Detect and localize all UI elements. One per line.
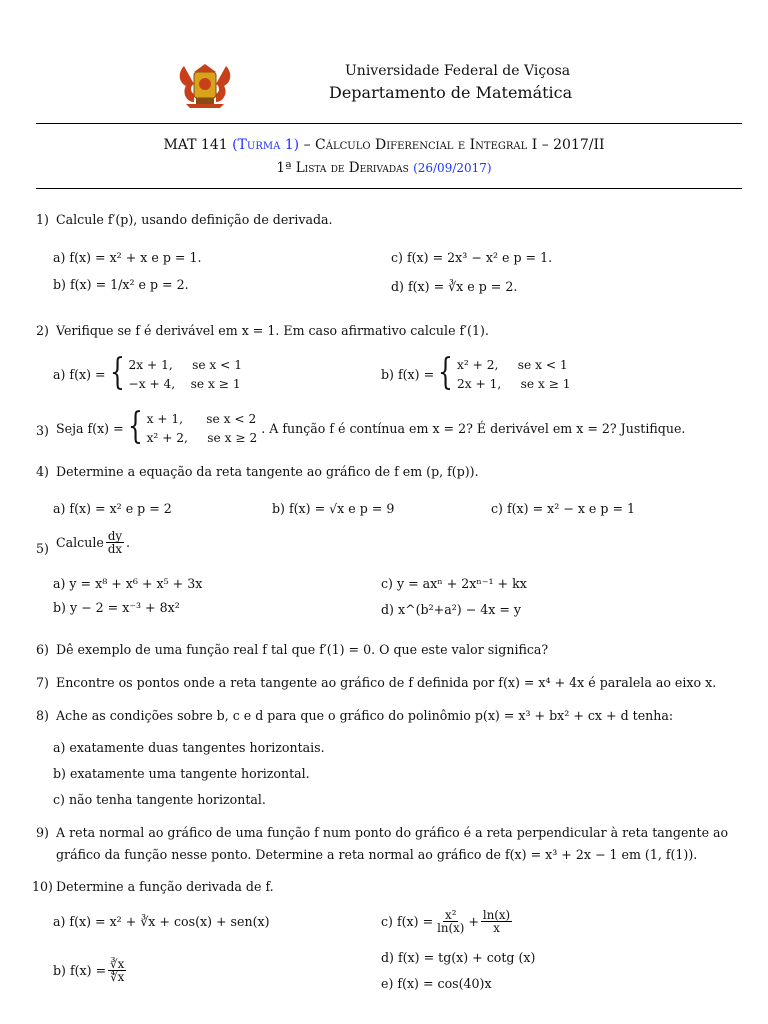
frac-numerator: ∛x — [110, 957, 125, 971]
q8-item-a: a) exatamente duas tangentes horizontais. — [53, 740, 325, 755]
q10-item-a: a) f(x) = x² + ∛x + cos(x) + sen(x) — [53, 914, 270, 929]
q3-case2: x² + 2, se x ≥ 2 — [146, 430, 258, 445]
q10-item-b — [53, 958, 128, 984]
q3-statement — [56, 405, 686, 448]
q3-tail: . A função f é contínua em x = 2? É derivável em x = 2? Justifique. — [261, 421, 686, 437]
q7-statement: Encontre os pontos onde a reta tangente ao gráfico de f definida por f(x) = x⁴ + 4x é paralela ao eixo x. — [56, 675, 717, 690]
q10-number: 10) — [32, 879, 53, 894]
q9-line1: A reta normal ao gráfico de uma função f num ponto do gráfico é a reta perpendicular à reta tangente ao — [56, 825, 729, 840]
q10-c-label: c) f(x) = — [381, 914, 434, 929]
frac-denominator: dx — [107, 542, 123, 557]
university-name: Universidade Federal de Viçosa — [345, 63, 571, 79]
university-logo-icon — [176, 58, 234, 110]
q10-c-fraction-2 — [481, 909, 512, 935]
q3-number: 3) — [36, 423, 49, 438]
q2-a-cases — [128, 356, 242, 394]
q10-b-label: b) f(x) = — [53, 963, 107, 978]
q1-item-c: c) f(x) = 2x³ − x² e p = 1. — [391, 250, 553, 265]
q2-a-case2: −x + 4, se x ≥ 1 — [128, 376, 241, 391]
list-title: 1ª Lista de Derivadas — [276, 160, 409, 176]
q4-item-b: b) f(x) = √x e p = 9 — [272, 501, 395, 516]
q2-statement: Verifique se f é derivável em x = 1. Em caso afirmativo calcule f′(1). — [56, 323, 489, 338]
q10-c-fraction-1 — [435, 909, 466, 935]
plus-sign: + — [468, 914, 479, 929]
frac-denominator: ln(x) — [437, 921, 465, 936]
q9-number: 9) — [36, 825, 49, 840]
q5-item-b: b) y − 2 = x⁻³ + 8x² — [53, 600, 180, 615]
q5-item-a: a) y = x⁸ + x⁶ + x⁵ + 3x — [53, 576, 203, 591]
q8-item-c: c) não tenha tangente horizontal. — [53, 792, 266, 807]
top-rule — [36, 123, 742, 124]
q2-a-label: a) f(x) = — [53, 367, 106, 383]
q10-item-c — [381, 909, 514, 935]
q8-item-b: b) exatamente uma tangente horizontal. — [53, 766, 310, 781]
q2-number: 2) — [36, 323, 49, 338]
q8-statement: Ache as condições sobre b, c e d para que o gráfico do polinômio p(x) = x³ + bx² + cx + d tenha: — [56, 708, 674, 723]
q4-item-c: c) f(x) = x² − x e p = 1 — [491, 501, 636, 516]
left-brace-icon: { — [438, 351, 454, 393]
q3-lead: Seja f(x) = — [56, 421, 124, 437]
q2-item-b — [381, 351, 571, 394]
q2-b-cases — [457, 356, 571, 394]
left-brace-icon: { — [127, 405, 143, 447]
q7-number: 7) — [36, 675, 49, 690]
q4-statement: Determine a equação da reta tangente ao gráfico de f em (p, f(p)). — [56, 464, 479, 479]
q1-item-a: a) f(x) = x² + x e p = 1. — [53, 250, 202, 265]
q3-case1: x + 1, se x < 2 — [146, 412, 257, 426]
q3-cases — [147, 410, 258, 448]
q5-number: 5) — [36, 541, 49, 556]
q5-lead: Calcule — [56, 535, 104, 550]
list-date: (26/09/2017) — [413, 161, 492, 175]
q10-statement: Determine a função derivada de f. — [56, 879, 274, 894]
q1-statement: Calcule f′(p), usando definição de derivada. — [56, 212, 333, 227]
q5-statement: Calcule $\frac{dy}{dx}$ . — [56, 529, 131, 557]
course-title: – Cálculo Diferencial e Integral I – 2017/II — [303, 137, 605, 153]
turma-link[interactable]: (Turma 1) — [232, 137, 300, 153]
q6-statement: Dê exemplo de uma função real f tal que f′(1) = 0. O que este valor significa? — [56, 642, 549, 657]
q2-b-case1: x² + 2, se x < 1 — [457, 358, 568, 372]
q10-item-e: e) f(x) = cos(40)x — [381, 976, 492, 991]
frac-numerator: ln(x) — [482, 908, 511, 922]
frac-denominator: x — [493, 921, 500, 936]
q5-item-d: d) x^(b²+a²) − 4x = y — [381, 602, 522, 617]
q10-item-d: d) f(x) = tg(x) + cotg (x) — [381, 950, 536, 965]
q10-b-fraction — [108, 958, 126, 984]
dy-dx-fraction — [106, 530, 124, 556]
course-line — [0, 137, 768, 153]
q9-line2: gráfico da função nesse ponto. Determine a reta normal ao gráfico de f(x) = x³ + 2x − 1 em (1, f(1)). — [56, 847, 698, 862]
q1-item-b: b) f(x) = 1/x² e p = 2. — [53, 277, 189, 292]
q2-b-case2: 2x + 1, se x ≥ 1 — [457, 376, 571, 391]
q2-b-label: b) f(x) = — [381, 367, 435, 383]
frac-numerator: x² — [445, 908, 457, 922]
department-name: Departamento de Matemática — [329, 83, 573, 102]
list-line — [0, 160, 768, 176]
q8-number: 8) — [36, 708, 49, 723]
q2-item-a — [53, 351, 242, 394]
course-code: MAT 141 — [163, 137, 228, 153]
q1-item-d: d) f(x) = ∛x e p = 2. — [391, 279, 518, 294]
frac-denominator: ∜x — [110, 970, 125, 985]
q6-number: 6) — [36, 642, 49, 657]
bottom-rule — [36, 188, 742, 189]
q4-item-a: a) f(x) = x² e p = 2 — [53, 501, 172, 516]
q1-number: 1) — [36, 212, 49, 227]
left-brace-icon: { — [109, 351, 125, 393]
q4-number: 4) — [36, 464, 49, 479]
q5-item-c: c) y = axⁿ + 2xⁿ⁻¹ + kx — [381, 576, 527, 591]
q2-a-case1: 2x + 1, se x < 1 — [128, 358, 242, 372]
frac-numerator: dy — [107, 529, 123, 543]
